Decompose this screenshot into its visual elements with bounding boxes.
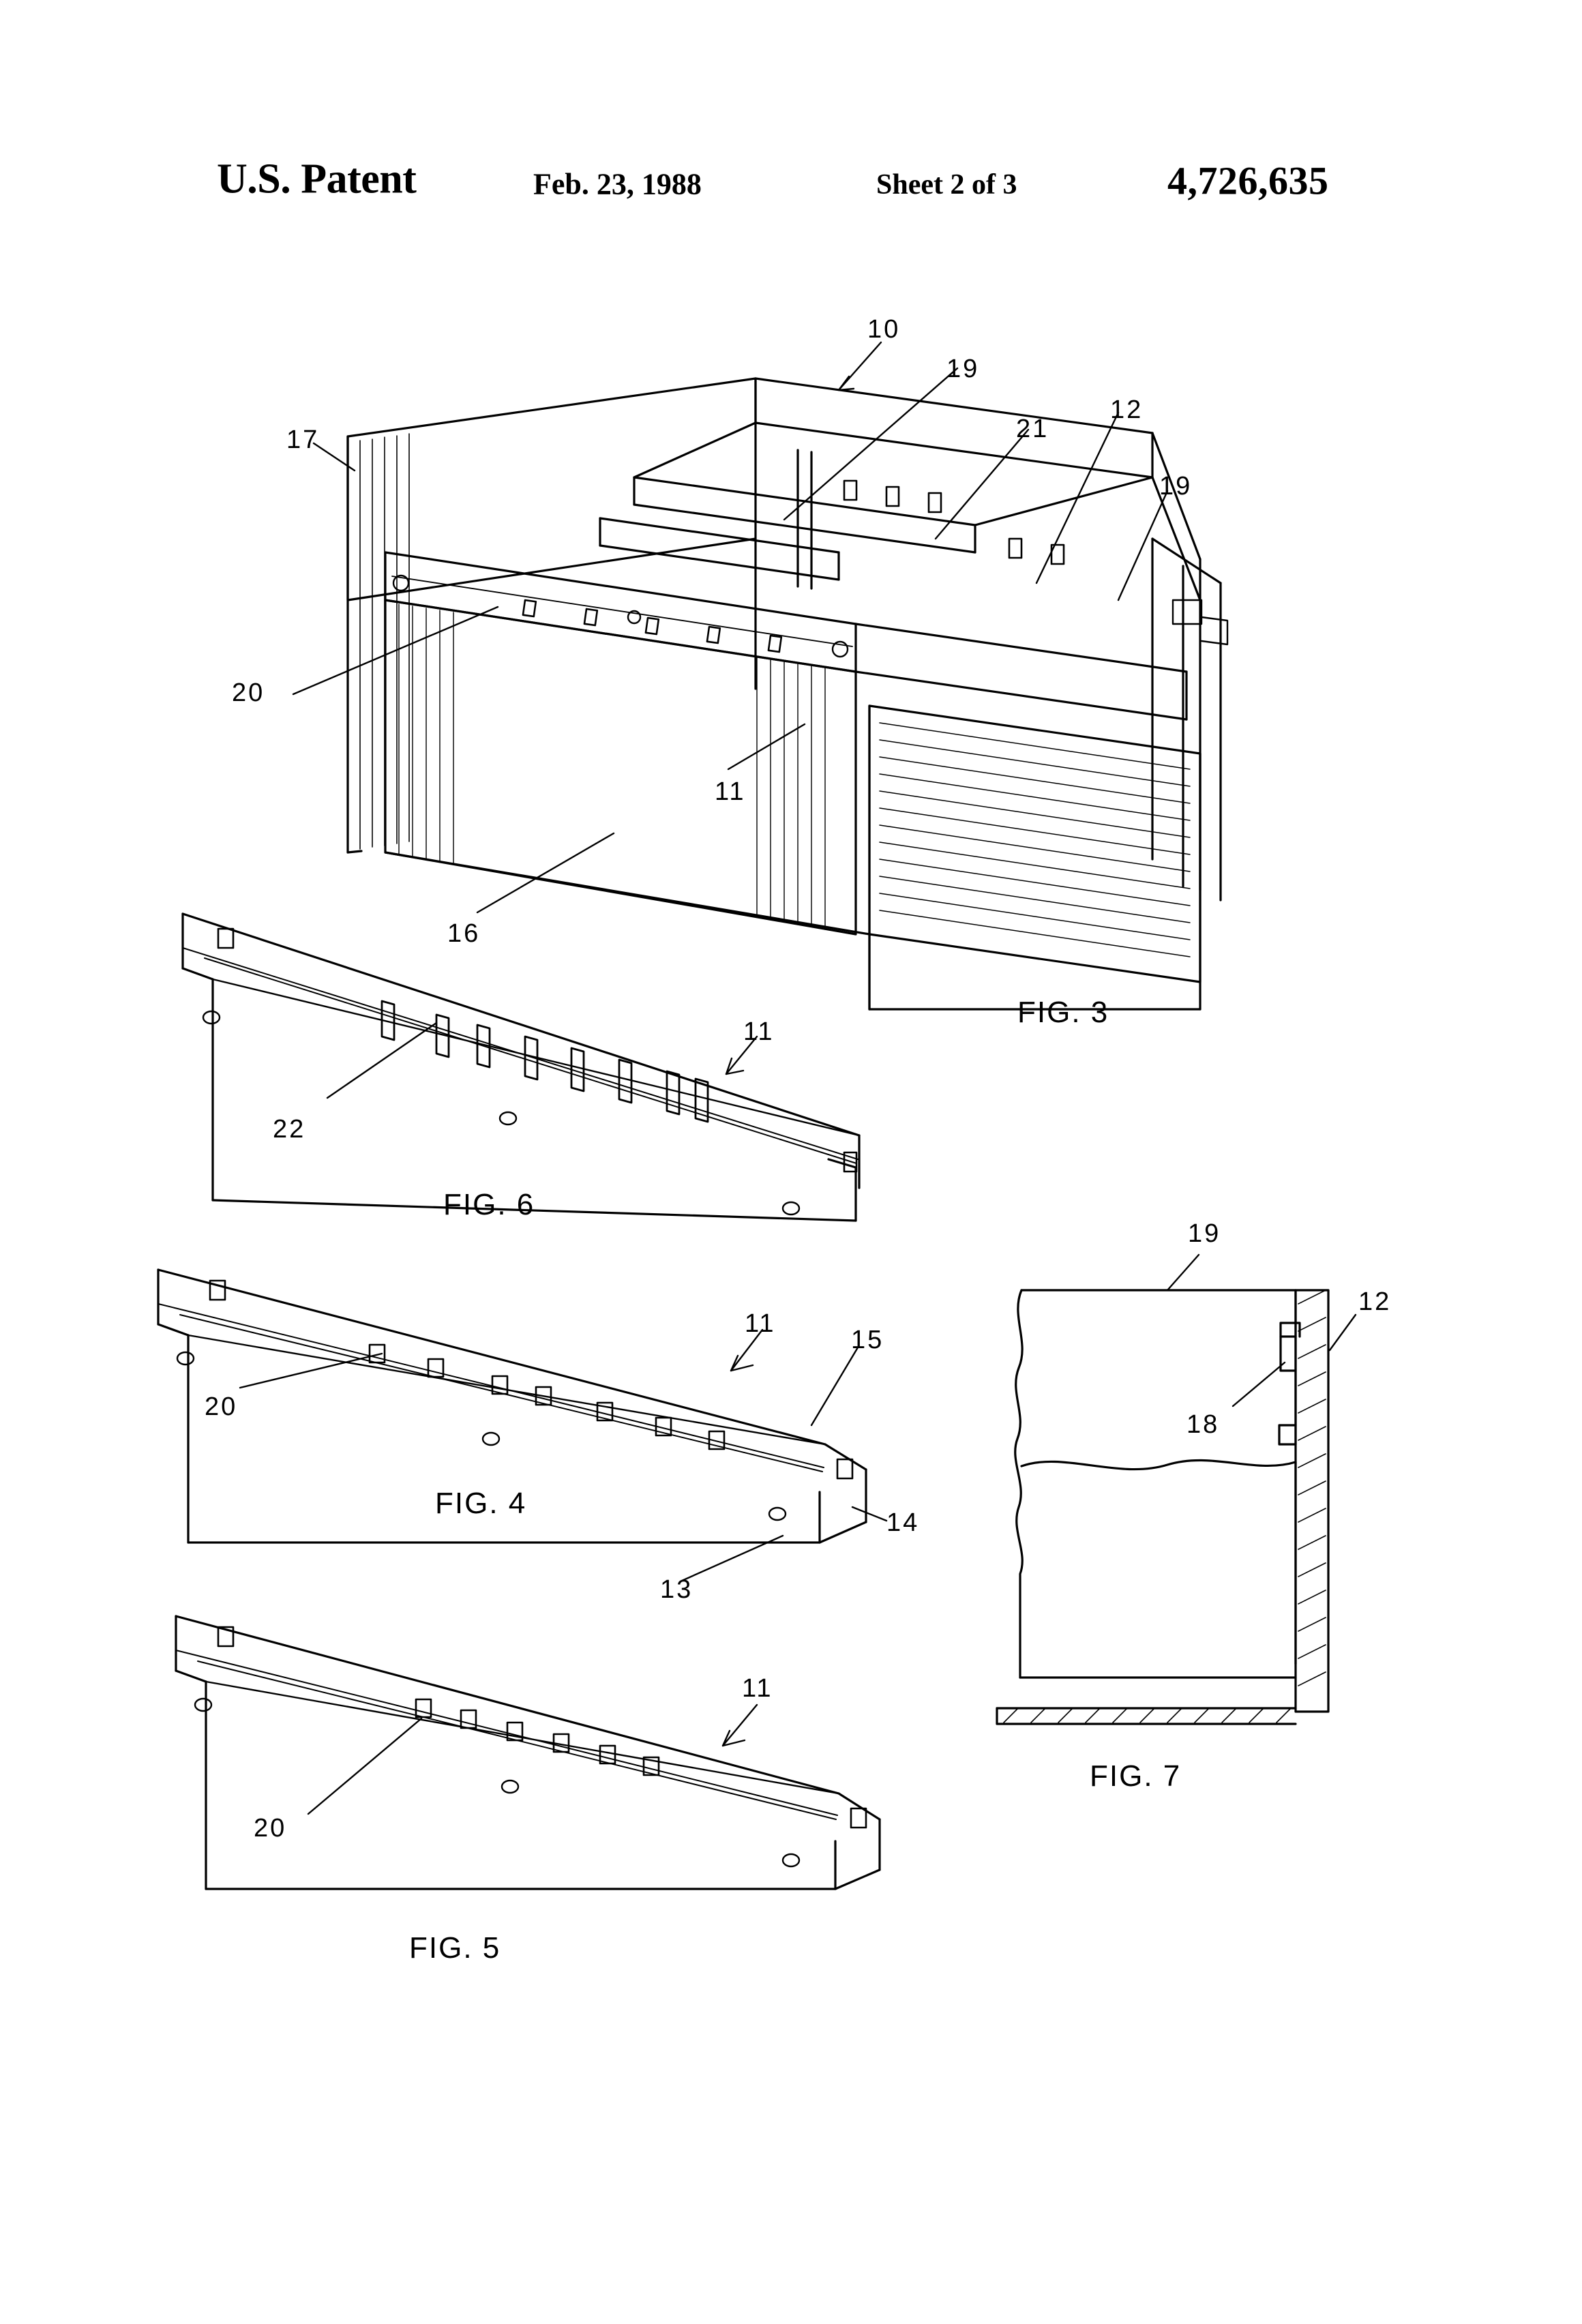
figure-6-label: FIG. 6: [443, 1188, 535, 1221]
ref-12-fig7: 12: [1358, 1287, 1392, 1316]
figure-5-label: FIG. 5: [409, 1931, 501, 1965]
ref-21-fig3: 21: [1016, 415, 1049, 443]
ref-15-fig4: 15: [851, 1326, 884, 1354]
ref-18-fig7: 18: [1186, 1410, 1220, 1439]
ref-16-fig3: 16: [447, 919, 481, 948]
figure-7-label: FIG. 7: [1090, 1759, 1182, 1793]
patent-number: 4,726,635: [1167, 158, 1329, 203]
ref-20-fig3: 20: [232, 679, 265, 707]
ref-20-fig4: 20: [205, 1392, 238, 1421]
ref-11-fig4: 11: [745, 1309, 776, 1338]
figure-3-label: FIG. 3: [1017, 996, 1109, 1029]
ref-11-fig5: 11: [742, 1674, 773, 1703]
ref-11-fig6: 11: [743, 1017, 775, 1046]
ref-19-top-fig3: 19: [946, 355, 980, 383]
sheet-number: Sheet 2 of 3: [876, 169, 1017, 200]
ref-10-fig3: 10: [867, 315, 901, 344]
ref-14-fig4: 14: [886, 1508, 920, 1537]
ref-11-fig3: 11: [715, 777, 746, 806]
figure-4-drawing: [158, 1270, 886, 1581]
figure-4-label: FIG. 4: [435, 1487, 527, 1520]
ref-12-fig3: 12: [1110, 396, 1144, 424]
ref-13-fig4: 13: [660, 1575, 693, 1604]
ref-20-fig5: 20: [254, 1814, 287, 1843]
patent-office-title: U.S. Patent: [217, 155, 417, 203]
ref-19-right-fig3: 19: [1159, 472, 1193, 501]
ref-22-fig6: 22: [273, 1115, 306, 1144]
ref-17-fig3: 17: [286, 426, 320, 454]
figure-3-drawing: [293, 342, 1227, 1009]
figure-5-drawing: [176, 1616, 880, 1889]
ref-19-fig7: 19: [1188, 1219, 1221, 1248]
figure-6-drawing: [183, 914, 859, 1221]
figure-7-drawing: [997, 1255, 1356, 1724]
patent-date: Feb. 23, 1988: [533, 167, 702, 201]
